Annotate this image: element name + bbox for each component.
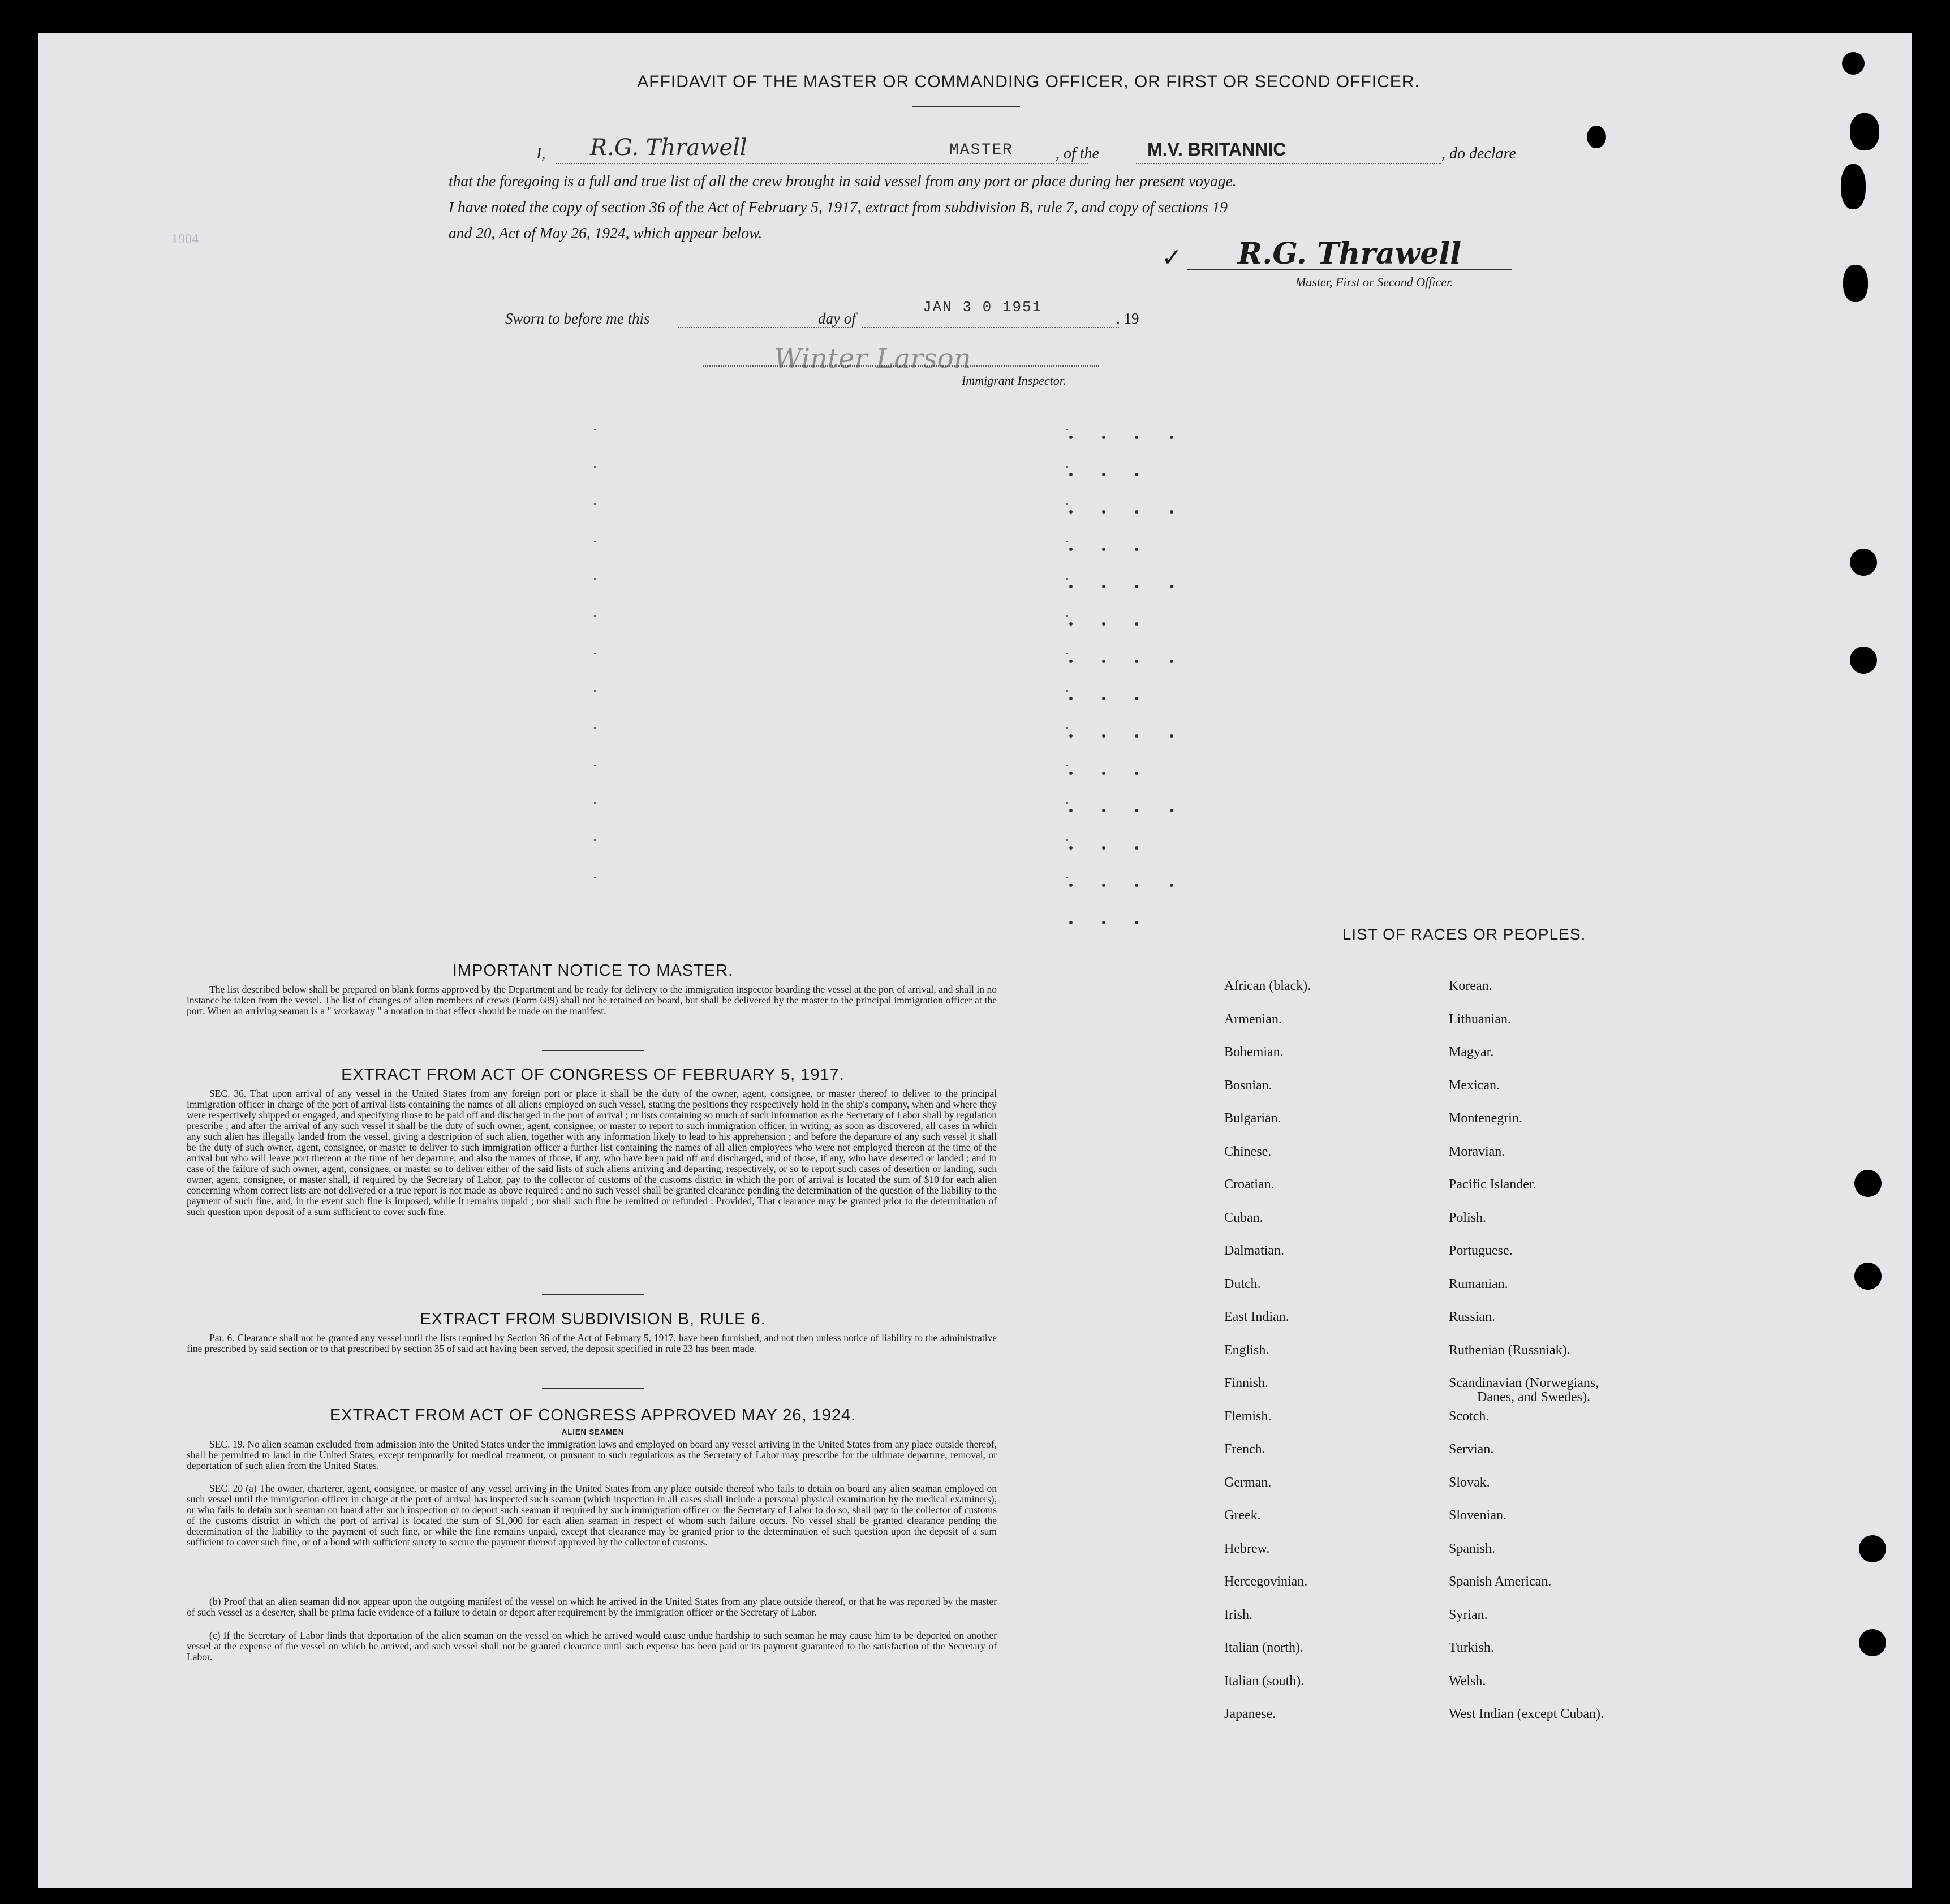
column-tick <box>1066 615 1068 617</box>
column-dot <box>1135 734 1138 738</box>
binder-hole <box>1850 647 1877 674</box>
sworn-month-line <box>862 327 1119 328</box>
column-dot <box>1135 660 1138 663</box>
subdivision-b-body: Par. 6. Clearance shall not be granted any vessel until the lists required by Section 36 of the Act of February 5, 1917, have been furnished, and not then unless notice of liability to the administrative fine prescribed by said section or to that prescribed by section 35 of said act having been served, the deposit specified in rule 23 has been made. <box>187 1332 997 1354</box>
column-dot <box>1135 436 1138 439</box>
notice-divider <box>542 1050 644 1051</box>
column-dot <box>1102 734 1105 738</box>
race-item: Chinese. <box>1224 1144 1272 1159</box>
binder-hole <box>1850 113 1879 150</box>
master-caption: Master, First or Second Officer. <box>1295 275 1453 289</box>
vessel-name-stamp: M.V. BRITANNIC <box>1147 139 1286 160</box>
column-dot <box>1069 660 1073 663</box>
column-dot <box>1135 622 1138 626</box>
column-dot <box>1170 734 1173 738</box>
race-item: Ruthenian (Russniak). <box>1449 1342 1570 1358</box>
race-item: Hebrew. <box>1224 1541 1270 1556</box>
column-tick <box>1066 429 1068 430</box>
title-underline <box>912 106 1020 107</box>
column-tick <box>1066 541 1068 542</box>
notice-title: IMPORTANT NOTICE TO MASTER. <box>452 962 734 980</box>
do-declare-label: , do declare <box>1441 145 1516 162</box>
column-tick <box>1066 578 1068 580</box>
column-dot <box>1069 473 1073 476</box>
extract-1924-title: EXTRACT FROM ACT OF CONGRESS APPROVED MAY 26, 1924. <box>329 1406 856 1424</box>
column-dot <box>1102 548 1105 551</box>
subdivision-b-divider <box>542 1388 644 1389</box>
race-item: West Indian (except Cuban). <box>1449 1707 1604 1721</box>
column-dot <box>1069 884 1073 887</box>
extract-1917-body: SEC. 36. That upon arrival of any vessel in the United States from any foreign port or place it shall be the duty of the owner, agent, consignee, or master thereof to deliver to the principal immigration officer in charge of the port of arrival lists containing the names of all aliens employed on such vessel, stating the positions they respectively hold in the ship's company, when and where they were respectively shipped or engaged, and specifying those to be paid off and discharged in the port of arrival ; or lists containing so much of such information as the Secretary of Labor shall by regulation prescribe ; and after the arrival of any such vessel it shall be the duty of such owner, agent, consignee, or master to report to such immigration officer, in writing, as soon as discovered, all cases in which any such alien has illegally landed from the vessel, giving a description of such alien, together with any information likely to lead to his apprehension ; and before the departure of any such vessel it shall be the duty of such owner, agent, consignee, or master to deliver to such immigration officer a further list containing the names of all alien employees who were not employed thereon at the time of the arrival but who will leave port thereon at the time of her departure, and also the names of those, if any, who have been paid off and discharged, and of those, if any, who have deserted or landed ; and in case of the failure of such owner, agent, consignee, or master so to deliver either of the said lists of such aliens arriving and departing, respectively, or so to report such cases of desertion or landing, such owner, agent, consignee, or master shall, if required by the Secretary of Labor, pay to the collector of customs of the customs district in which the port of arrival is located the sum of $10 for each alien concerning whom correct lists are not delivered or a true report is not made as above required ; and no such vessel shall be granted clearance pending the determination of the question of the liability to the payment of such fine, and, in the event such fine is imposed, while it remains unpaid ; nor shall such fine be remitted or refunded : Provided, That clearance may be granted prior to the determination of such question upon deposit of a sum sufficient to cover such fine. <box>187 1088 997 1217</box>
column-dot <box>1135 846 1138 850</box>
column-dot <box>1135 809 1138 812</box>
race-scandinavian-continued: Danes, and Swedes). <box>1477 1390 1590 1405</box>
check-mark: ✓ <box>1161 244 1182 272</box>
race-item: Rumanian. <box>1449 1276 1508 1291</box>
race-item: Japanese. <box>1224 1707 1276 1721</box>
column-tick <box>1066 690 1068 692</box>
column-tick <box>594 877 596 878</box>
column-tick <box>1066 653 1068 654</box>
column-dot <box>1170 585 1173 588</box>
race-item: Bohemian. <box>1224 1045 1284 1059</box>
race-item: Italian (north). <box>1224 1640 1303 1655</box>
race-item: Syrian. <box>1449 1607 1488 1622</box>
column-dot <box>1135 510 1138 514</box>
race-item: Polish. <box>1449 1210 1487 1225</box>
race-item: Spanish American. <box>1449 1574 1552 1589</box>
race-item: Pacific Islander. <box>1449 1177 1536 1192</box>
column-tick <box>594 839 596 841</box>
race-item: Slovak. <box>1449 1475 1490 1490</box>
column-dot <box>1102 622 1105 626</box>
column-tick <box>1066 765 1068 766</box>
race-item: Turkish. <box>1449 1640 1494 1655</box>
year-prefix: . 19 <box>1116 310 1139 327</box>
extract-1917-title: EXTRACT FROM ACT OF CONGRESS OF FEBRUARY 5, 1917. <box>341 1066 845 1084</box>
column-dot <box>1102 510 1105 514</box>
of-the-label: , of the <box>1056 145 1099 162</box>
race-item: German. <box>1224 1475 1272 1490</box>
column-dot <box>1170 436 1173 439</box>
column-dot <box>1170 809 1173 812</box>
column-dot <box>1069 436 1073 439</box>
affidavit-title: AFFIDAVIT OF THE MASTER OR COMMANDING OFFICER, OR FIRST OR SECOND OFFICER. <box>637 72 1420 91</box>
column-dot <box>1135 921 1138 924</box>
rank-stamp: MASTER <box>949 141 1013 159</box>
column-dot <box>1135 772 1138 775</box>
column-tick <box>594 541 596 542</box>
subdivision-b-title: EXTRACT FROM SUBDIVISION B, RULE 6. <box>420 1310 766 1328</box>
column-dot <box>1069 809 1073 812</box>
sec-20c-text: (c) If the Secretary of Labor finds that deportation of the alien seaman on the vessel on which he arrived would cause undue hardship to such seaman he may cause him to be deported on another vessel at the expense of the vessel on which he arrived, and such vessel shall not be granted clearance until such expense has been paid or its payment guaranteed to the satisfaction of the Secretary of Labor. <box>187 1630 997 1662</box>
binder-hole <box>1850 549 1877 576</box>
alien-seamen-subtitle: ALIEN SEAMEN <box>561 1428 625 1436</box>
affidavit-i-label: I, <box>536 145 546 162</box>
race-item: Moravian. <box>1449 1144 1505 1159</box>
column-tick <box>594 503 596 505</box>
extract-1917-divider <box>542 1294 644 1295</box>
race-item: Bosnian. <box>1224 1078 1272 1093</box>
race-item: Servian. <box>1449 1442 1494 1457</box>
affidavit-line-4: and 20, Act of May 26, 1924, which appear below. <box>449 224 763 242</box>
column-dot <box>1069 548 1073 551</box>
binder-hole <box>1854 1263 1882 1290</box>
binder-hole <box>1842 52 1865 75</box>
column-dot <box>1069 697 1073 700</box>
date-stamp: JAN 3 0 1951 <box>923 299 1043 316</box>
column-dot <box>1069 921 1073 924</box>
race-item: Spanish. <box>1449 1541 1496 1556</box>
ink-blot <box>1587 126 1606 148</box>
race-item: Russian. <box>1449 1309 1496 1324</box>
column-dot <box>1102 697 1105 700</box>
notice-body: The list described below shall be prepared on blank forms approved by the Department and be ready for delivery to the immigration inspector boarding the vessel at the port of arrival, and shall in no instance be taken from the vessel. The list of changes of alien members of crews (Form 689) shall not be retained on board, but shall be delivered by the master to the principal immigration officer at the port. When an arriving seaman is a " workaway " a notation to that effect should be made on the manifest. <box>187 984 997 1016</box>
race-item: Cuban. <box>1224 1210 1263 1225</box>
binder-hole <box>1841 164 1866 209</box>
sec-20a-text: SEC. 20 (a) The owner, charterer, agent, consignee, or master of any vessel arriving in the United States from any place outside thereof who fails to detain on board any alien seaman employed on such vessel until the immigration officer in charge at the port of arrival has inspected such seaman (which inspection in all cases shall include a personal physical examination by the medical examiners), or who fails to detain such seaman on board after such inspection or to deport such seaman if required by such immigration officer or the Secretary of Labor to do so, shall pay to the collector of customs of the customs district in which the port of arrival is located the sum of $1,000 for each alien seaman in respect of whom such failure occurs. No vessel shall be granted clearance pending the determination of the liability to the payment of such fine, or while the fine remains unpaid, except that clearance may be granted prior to the determination of such question upon the deposit of a sum sufficient to cover such fine, or of a bond with sufficient surety to secure the payment thereof approved by the collector of customs. <box>187 1483 997 1548</box>
column-tick <box>1066 503 1068 505</box>
race-item: Italian (south). <box>1224 1673 1305 1688</box>
column-dot <box>1135 697 1138 700</box>
sworn-label: Sworn to before me this <box>505 310 650 327</box>
race-item: Armenian. <box>1224 1011 1282 1027</box>
column-dot <box>1069 510 1073 514</box>
race-item: English. <box>1224 1342 1269 1358</box>
race-item: Scandinavian (Norwegians, <box>1449 1376 1599 1390</box>
signature-line <box>1187 269 1512 270</box>
sec-19-text: SEC. 19. No alien seaman excluded from admission into the United States under the immigration laws and employed on board any vessel arriving in the United States from any place outside thereof, shall be permitted to land in the United States, except temporarily for medical treatment, or pursuant to such regulations as the Secretary of Labor may prescribe for the ultimate departure, removal, or deportation of such alien from the United States. <box>187 1438 997 1471</box>
column-tick <box>594 653 596 654</box>
column-tick <box>1066 466 1068 468</box>
race-item: African (black). <box>1224 979 1311 993</box>
race-item: Irish. <box>1224 1607 1252 1622</box>
column-dot <box>1102 473 1105 476</box>
inspector-line <box>703 365 1099 367</box>
column-dot <box>1135 473 1138 476</box>
binder-hole <box>1859 1535 1886 1562</box>
races-title: LIST OF RACES OR PEOPLES. <box>1342 925 1586 943</box>
race-item: Croatian. <box>1224 1177 1275 1192</box>
affidavit-line-3: I have noted the copy of section 36 of the Act of February 5, 1917, extract from subdivision B, rule 7, and copy of sections 19 <box>449 198 1228 216</box>
column-dot <box>1102 660 1105 663</box>
column-tick <box>1066 727 1068 729</box>
column-tick <box>594 765 596 766</box>
race-item: Lithuanian. <box>1449 1011 1511 1027</box>
margin-mark: 1904 <box>171 232 199 247</box>
column-dot <box>1135 884 1138 887</box>
column-dot <box>1102 809 1105 812</box>
column-tick <box>594 802 596 804</box>
race-item: Slovenian. <box>1449 1508 1506 1523</box>
column-dot <box>1135 585 1138 588</box>
race-item: Flemish. <box>1224 1408 1272 1424</box>
column-tick <box>594 466 596 468</box>
race-item: Dutch. <box>1224 1276 1261 1291</box>
binder-hole <box>1843 265 1868 302</box>
master-signature: R.G. Thrawell <box>1238 236 1462 271</box>
column-dot <box>1170 884 1173 887</box>
column-tick <box>594 578 596 580</box>
binder-hole <box>1859 1629 1886 1656</box>
inspector-signature: Winter Larson <box>774 343 971 374</box>
column-dot <box>1069 585 1073 588</box>
column-tick <box>594 690 596 692</box>
race-item: Hercegovinian. <box>1224 1574 1308 1589</box>
race-item: Finnish. <box>1224 1376 1269 1390</box>
race-item: Magyar. <box>1449 1045 1494 1059</box>
race-item: Montenegrin. <box>1449 1111 1522 1126</box>
race-item: Korean. <box>1449 979 1492 993</box>
column-dot <box>1102 884 1105 887</box>
column-dot <box>1135 548 1138 551</box>
column-dot <box>1102 585 1105 588</box>
binder-hole <box>1854 1170 1882 1197</box>
race-item: Scotch. <box>1449 1408 1490 1424</box>
column-tick <box>594 727 596 729</box>
column-dot <box>1069 846 1073 850</box>
inspector-caption: Immigrant Inspector. <box>962 373 1066 387</box>
race-item: Dalmatian. <box>1224 1243 1284 1258</box>
race-item: East Indian. <box>1224 1309 1289 1324</box>
column-dot <box>1102 436 1105 439</box>
affidavit-line-2: that the foregoing is a full and true list of all the crew brought in said vessel from any port or place during her present voyage. <box>449 172 1237 189</box>
column-dot <box>1102 921 1105 924</box>
column-tick <box>1066 839 1068 841</box>
column-tick <box>1066 877 1068 878</box>
vessel-line <box>1136 163 1441 164</box>
race-item: Portuguese. <box>1449 1243 1513 1258</box>
column-dot <box>1102 846 1105 850</box>
race-item: Greek. <box>1224 1508 1261 1523</box>
column-tick <box>594 429 596 430</box>
day-of-label: day of <box>818 310 856 327</box>
document-page <box>38 33 1912 1888</box>
column-dot <box>1069 772 1073 775</box>
column-dot <box>1069 734 1073 738</box>
race-item: Bulgarian. <box>1224 1111 1281 1126</box>
name-line <box>556 163 1088 164</box>
column-dot <box>1170 660 1173 663</box>
race-item: Mexican. <box>1449 1078 1500 1093</box>
race-item: French. <box>1224 1442 1265 1457</box>
race-item: Welsh. <box>1449 1673 1486 1688</box>
column-dot <box>1069 622 1073 626</box>
sec-20b-text: (b) Proof that an alien seaman did not appear upon the outgoing manifest of the vessel on which he arrived in the United States from any place outside thereof, or that he was reported by the master of such vessel as a deserter, shall be prima facie evidence of a failure to detain or deport after requirement by the immigration officer or the Secretary of Labor. <box>187 1596 997 1618</box>
master-name-handwritten: R.G. Thrawell <box>590 135 747 161</box>
column-dot <box>1102 772 1105 775</box>
column-tick <box>1066 802 1068 804</box>
column-tick <box>594 615 596 617</box>
column-dot <box>1170 510 1173 514</box>
